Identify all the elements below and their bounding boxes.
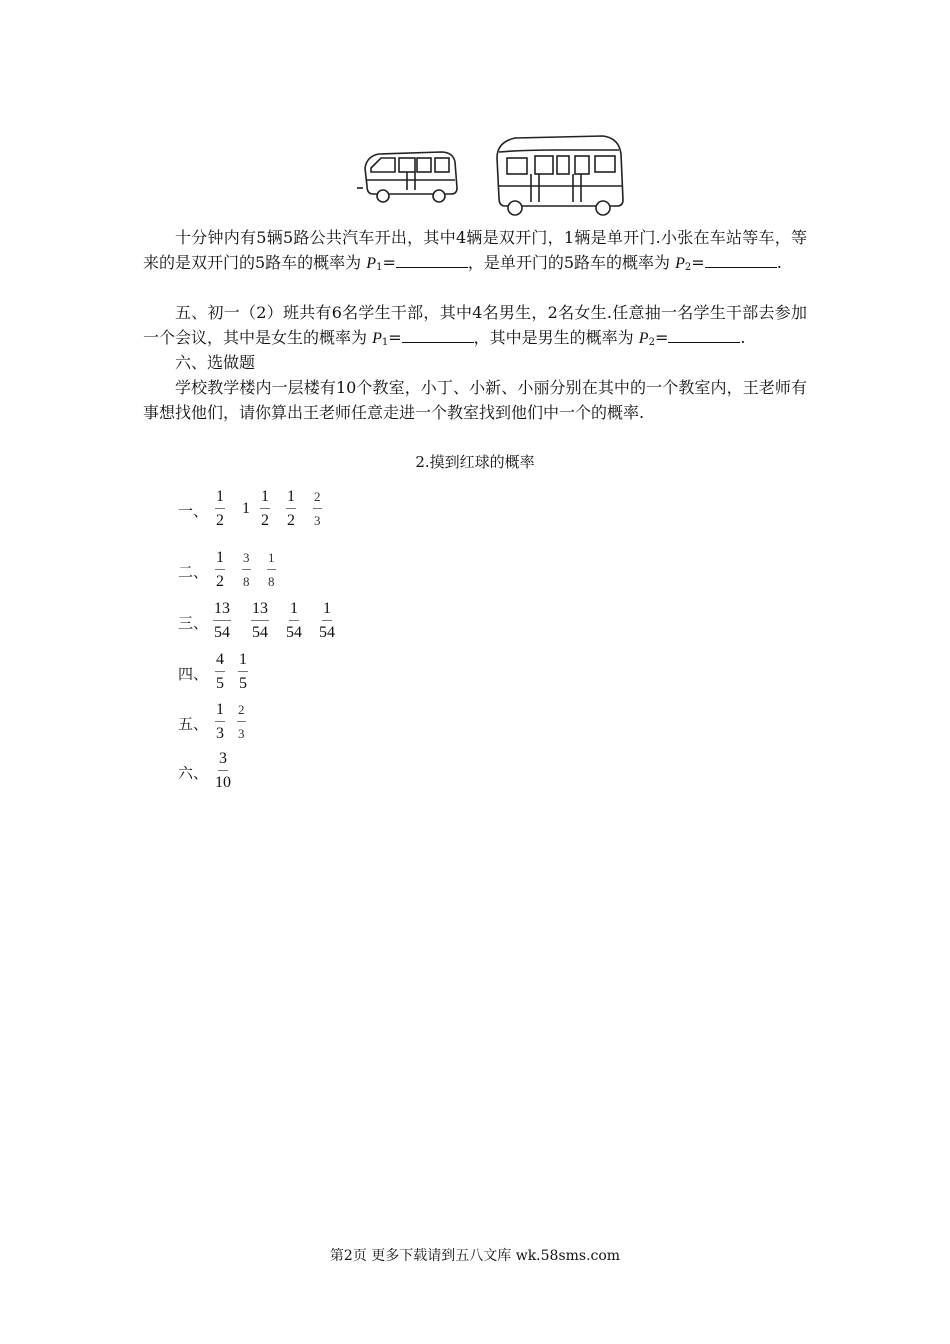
- fraction-denominator: 54: [319, 624, 335, 641]
- fraction-denominator: 2: [216, 573, 224, 590]
- problem-6-text: 学校教学楼内一层楼有10个教室，小丁、小新、小丽分别在其中的一个教室内，王老师有事想找他们，请你算出王老师任意走进一个教室找到他们中一个的概率.: [143, 378, 807, 422]
- answer-row-label: 五、: [178, 715, 209, 733]
- answer-fraction: [319, 600, 335, 642]
- answer-fraction: [215, 488, 225, 530]
- answer-fraction: [215, 701, 225, 743]
- fraction-denominator: 54: [252, 624, 268, 641]
- fraction-numerator: 1: [238, 651, 248, 672]
- problem-5-text: 五、初一（2）班共有6名学生干部，其中4名男生，2名女生.任意抽一名学生干部去参加一个会议，其中是女生的概率为 $P_1=$ ，其中是男生的概率为 $P_2=$ .: [143, 303, 807, 348]
- answers-title: 2.摸到红球的概率: [415, 453, 535, 471]
- fraction-denominator: 3: [314, 513, 321, 528]
- fraction-numerator: 1: [289, 600, 299, 621]
- answer-fraction: [237, 701, 246, 743]
- answer-fraction: [260, 488, 270, 530]
- fraction-numerator: 4: [215, 651, 225, 672]
- answer-fraction: [267, 549, 276, 591]
- answer-row-label: 一、: [178, 502, 209, 520]
- answer-fraction: [286, 488, 296, 530]
- problem-6-heading: 六、选做题: [175, 353, 256, 372]
- fraction-denominator: 3: [216, 725, 224, 742]
- answer-fraction: [286, 600, 302, 642]
- fraction-denominator: 10: [215, 774, 231, 791]
- fraction-numerator: 3: [242, 549, 251, 570]
- page-footer: 第2页 更多下载请到五八文库 wk.58sms.com: [329, 1248, 621, 1264]
- answer-fraction: [238, 651, 248, 693]
- answer-fraction: [242, 549, 251, 591]
- fraction-numerator: 1: [286, 488, 296, 509]
- answer-row-label: 六、: [178, 764, 209, 782]
- fraction-denominator: 8: [243, 574, 250, 589]
- fraction-numerator: 3: [218, 750, 228, 771]
- fraction-denominator: 54: [286, 624, 302, 641]
- fraction-numerator: 2: [237, 701, 246, 722]
- fraction-numerator: 1: [260, 488, 270, 509]
- fraction-numerator: 1: [215, 488, 225, 509]
- fraction-numerator: 2: [313, 488, 322, 509]
- answer-fraction: [215, 651, 225, 693]
- fraction-numerator: 1: [215, 701, 225, 722]
- fraction-denominator: 2: [287, 512, 295, 529]
- answer-fraction: [215, 750, 231, 792]
- fraction-denominator: 2: [216, 512, 224, 529]
- bus-illustration: [355, 128, 635, 220]
- fraction-numerator: 1: [215, 549, 225, 570]
- answer-row-label: 二、: [178, 563, 209, 581]
- fraction-denominator: 54: [214, 624, 230, 641]
- fraction-numerator: 1: [322, 600, 332, 621]
- fraction-denominator: 5: [239, 675, 247, 692]
- large-bus-icon: [497, 136, 623, 215]
- fraction-numerator: 13: [251, 600, 269, 621]
- fraction-denominator: 5: [216, 675, 224, 692]
- fraction-denominator: 2: [261, 512, 269, 529]
- answer-row-label: 四、: [178, 665, 209, 683]
- small-bus-icon: [357, 152, 457, 202]
- answer-fraction: [215, 549, 225, 591]
- answer-fraction: [313, 488, 322, 530]
- fraction-denominator: 3: [238, 726, 245, 741]
- problem-4-text: 十分钟内有5辆5路公共汽车开出，其中4辆是双开门，1辆是单开门.小张在车站等车，等来的是双开门的5路车的概率为 $P_1=$ ，是单开门的5路车的概率为 $P_2=$ .: [143, 228, 807, 273]
- answer-fraction: [251, 600, 269, 642]
- answer-value: 1: [242, 500, 250, 517]
- answer-row-label: 三、: [178, 614, 209, 632]
- answer-fraction: [213, 600, 231, 642]
- fraction-denominator: 8: [268, 574, 275, 589]
- fraction-numerator: 13: [213, 600, 231, 621]
- fraction-numerator: 1: [267, 549, 276, 570]
